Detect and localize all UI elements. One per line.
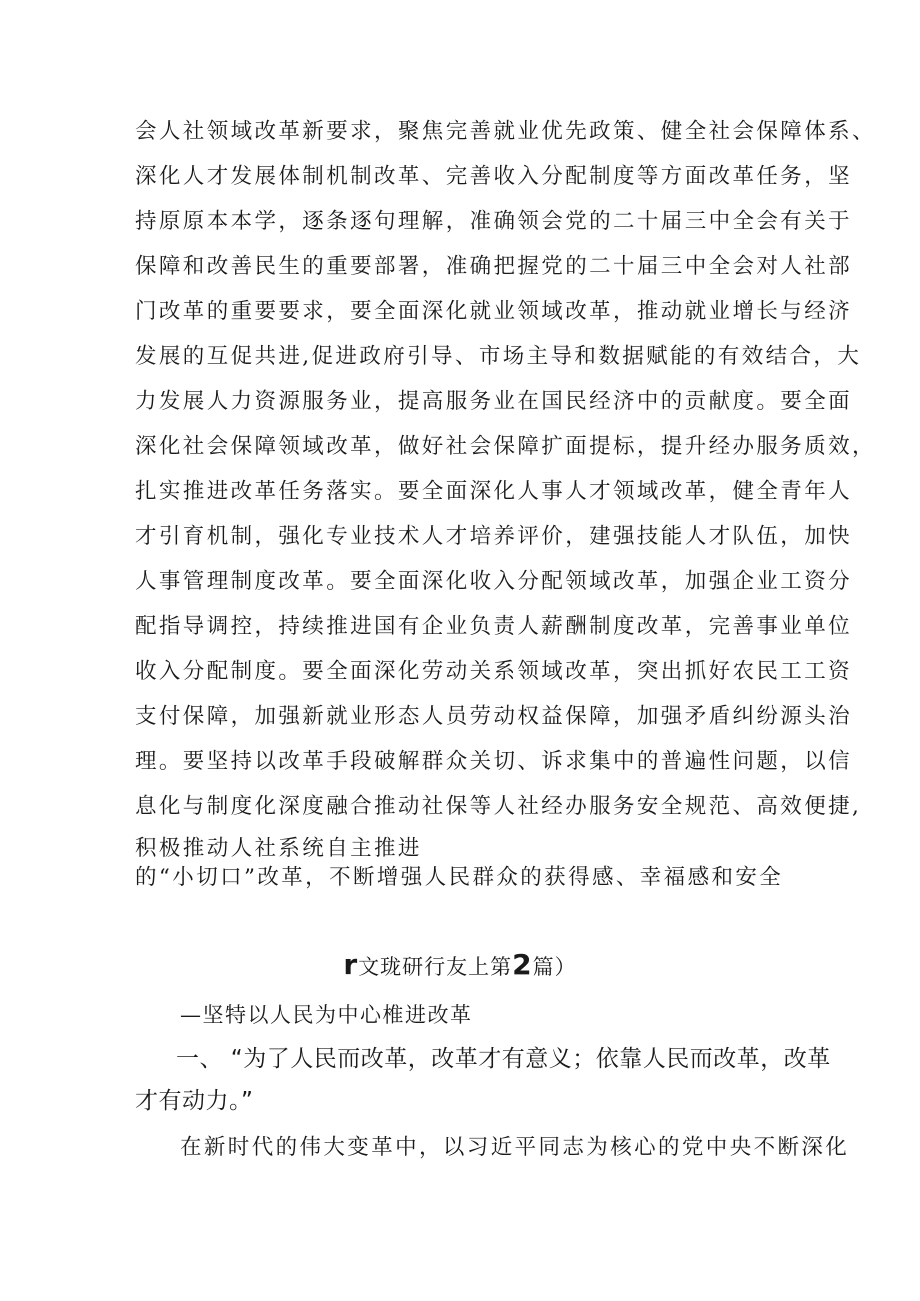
heading-prefix: r <box>343 948 359 981</box>
body-line-12: 配指导调控，持续推进国有企业负责人薪酬制度改革，完善事业单位 <box>135 614 853 639</box>
body-line-8: 深化社会保障领域改革，做好社会保障扩面提标，提升经办服务质效， <box>135 434 876 459</box>
body-line-7: 力发展人力资源服务业，提高服务业在国民经济中的贡献度。要全面 <box>135 389 853 414</box>
body-line-4: 保障和改善民生的重要部署，准确把握党的二十届三中全会对人社部 <box>135 254 853 279</box>
body-line-10: 才引育机制，强化专业技术人才培养评价，建强技能人才队伍，加快 <box>135 524 853 549</box>
point-line-1: 一、 “为了人民而改革，改革才有意义；依靠人民而改革，改革 <box>176 1046 831 1072</box>
point-line-2: 才有动力。” <box>135 1088 254 1114</box>
heading-number: 2 <box>512 948 533 981</box>
body-line-1: 会人社领域改革新要求，聚焦完善就业优先政策、健全社会保障体系、 <box>135 119 876 144</box>
body-line-14: 支付保障，加强新就业形态人员劳动权益保障，加强矛盾纠纷源头治 <box>135 704 853 729</box>
body-line-2: 深化人才发展体制机制改革、完善收入分配制度等方面改革任务，坚 <box>135 164 853 189</box>
heading-suffix: 篇） <box>532 955 577 979</box>
body-line-17: 积极推动人社系统自主推进 <box>135 836 422 861</box>
body-line-5: 门改革的重要要求，要全面深化就业领域改革，推动就业增长与经济 <box>135 299 853 324</box>
body-line-6: 发展的互促共进,促进政府引导、市场主导和数据赋能的有效结合，大 <box>135 344 862 369</box>
section-heading <box>0 950 920 982</box>
body-line-16: 息化与制度化深度融合推动社保等人社经办服务安全规范、高效便捷, <box>135 794 862 819</box>
heading-middle: 文珑研行友上第 <box>358 955 513 979</box>
body-line-11: 人事管理制度改革。要全面深化收入分配领域改革，加强企业工资分 <box>135 569 853 594</box>
body-line-15: 理。要坚持以改革手段破解群众关切、诉求集中的普遍性问题，以信 <box>135 749 853 774</box>
body-line-3: 持原原本本学，逐条逐句理解，准确领会党的二十届三中全会有关于 <box>135 209 853 234</box>
body-line-13: 收入分配制度。要全面深化劳动关系领域改革，突出抓好农民工工资 <box>135 659 853 684</box>
body-line-18: 的“小切口”改革，不断增强人民群众的获得感、幸福感和安全 <box>135 865 784 890</box>
section-subtitle: —坚特以人民为中心椎进改革 <box>180 1003 473 1027</box>
body-line-9: 扎实推进改革任务落实。要全面深化人事人才领域改革，健全青年人 <box>135 479 853 504</box>
paragraph-line-1: 在新时代的伟大变革中，以习近平同志为核心的党中央不断深化 <box>180 1135 850 1160</box>
